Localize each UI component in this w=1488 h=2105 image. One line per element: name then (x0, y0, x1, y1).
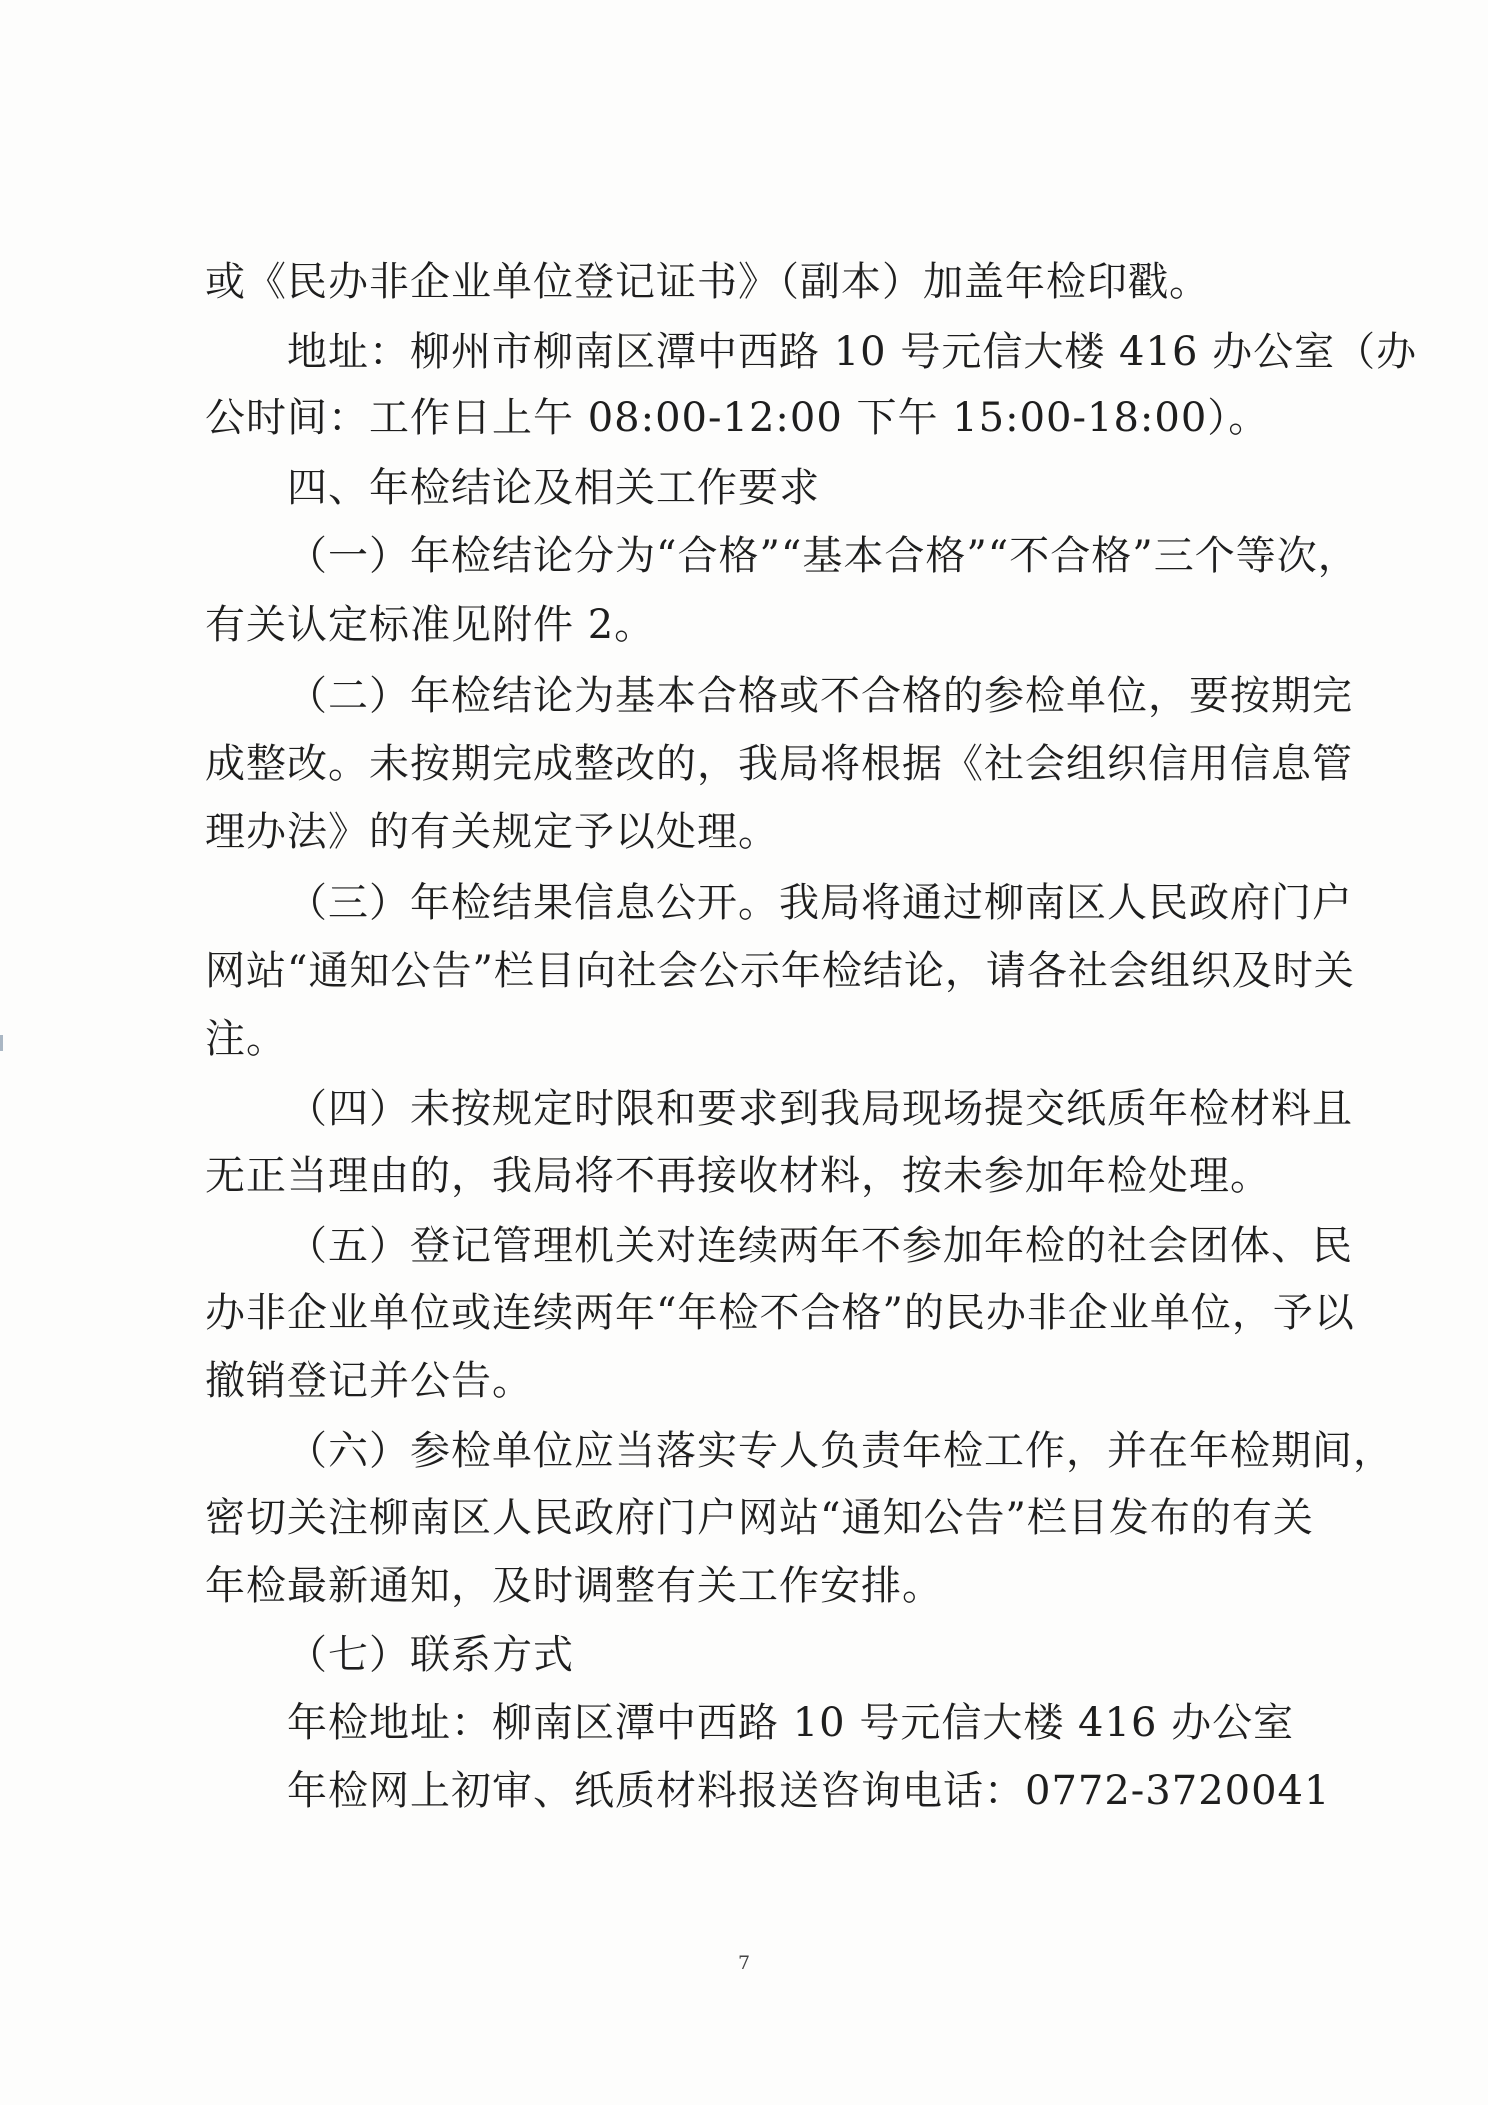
paragraph-2-line-2: 成整改。未按期完成整改的，我局将根据《社会组织信用信息管 (205, 741, 1353, 787)
paragraph-2-line-3: 理办法》的有关规定予以处理。 (205, 809, 779, 855)
paragraph-5-line-3: 撤销登记并公告。 (205, 1358, 533, 1404)
paragraph-3-line-3: 注。 (205, 1016, 287, 1062)
contact-phone: 年检网上初审、纸质材料报送咨询电话：0772-3720041 (287, 1768, 1331, 1814)
contact-heading: （七）联系方式 (287, 1632, 574, 1678)
office-hours-line: 公时间：工作日上午 08:00-12:00 下午 15:00-18:00）。 (205, 395, 1270, 441)
paragraph-3-line-1: （三）年检结果信息公开。我局将通过柳南区人民政府门户 (287, 880, 1353, 926)
paragraph-2-line-1: （二）年检结论为基本合格或不合格的参检单位，要按期完 (287, 673, 1353, 719)
paragraph-4-line-1: （四）未按规定时限和要求到我局现场提交纸质年检材料且 (287, 1086, 1353, 1132)
paragraph-5-line-1: （五）登记管理机关对连续两年不参加年检的社会团体、民 (287, 1223, 1353, 1269)
paragraph-3-line-2: 网站“通知公告”栏目向社会公示年检结论，请各社会组织及时关 (205, 948, 1355, 994)
paragraph-1-line-2: 有关认定标准见附件 2。 (205, 602, 656, 648)
address-line: 地址：柳州市柳南区潭中西路 10 号元信大楼 416 办公室（办 (287, 329, 1418, 375)
paragraph-6-line-3: 年检最新通知，及时调整有关工作安排。 (205, 1563, 943, 1609)
body-line: 或《民办非企业单位登记证书》（副本）加盖年检印戳。 (205, 259, 1210, 305)
paragraph-5-line-2: 办非企业单位或连续两年“年检不合格”的民办非企业单位，予以 (205, 1290, 1355, 1336)
paragraph-4-line-2: 无正当理由的，我局将不再接收材料，按未参加年检处理。 (205, 1153, 1271, 1199)
contact-address: 年检地址：柳南区潭中西路 10 号元信大楼 416 办公室 (287, 1700, 1295, 1746)
page-number: 7 (737, 1952, 751, 1974)
paragraph-6-line-2: 密切关注柳南区人民政府门户网站“通知公告”栏目发布的有关 (205, 1495, 1314, 1541)
paragraph-1-line-1: （一）年检结论分为“合格”“基本合格”“不合格”三个等次， (287, 533, 1359, 579)
section-heading: 四、年检结论及相关工作要求 (287, 465, 820, 511)
paragraph-6-line-1: （六）参检单位应当落实专人负责年检工作，并在年检期间， (287, 1428, 1394, 1474)
scan-edge-mark (0, 1035, 3, 1051)
